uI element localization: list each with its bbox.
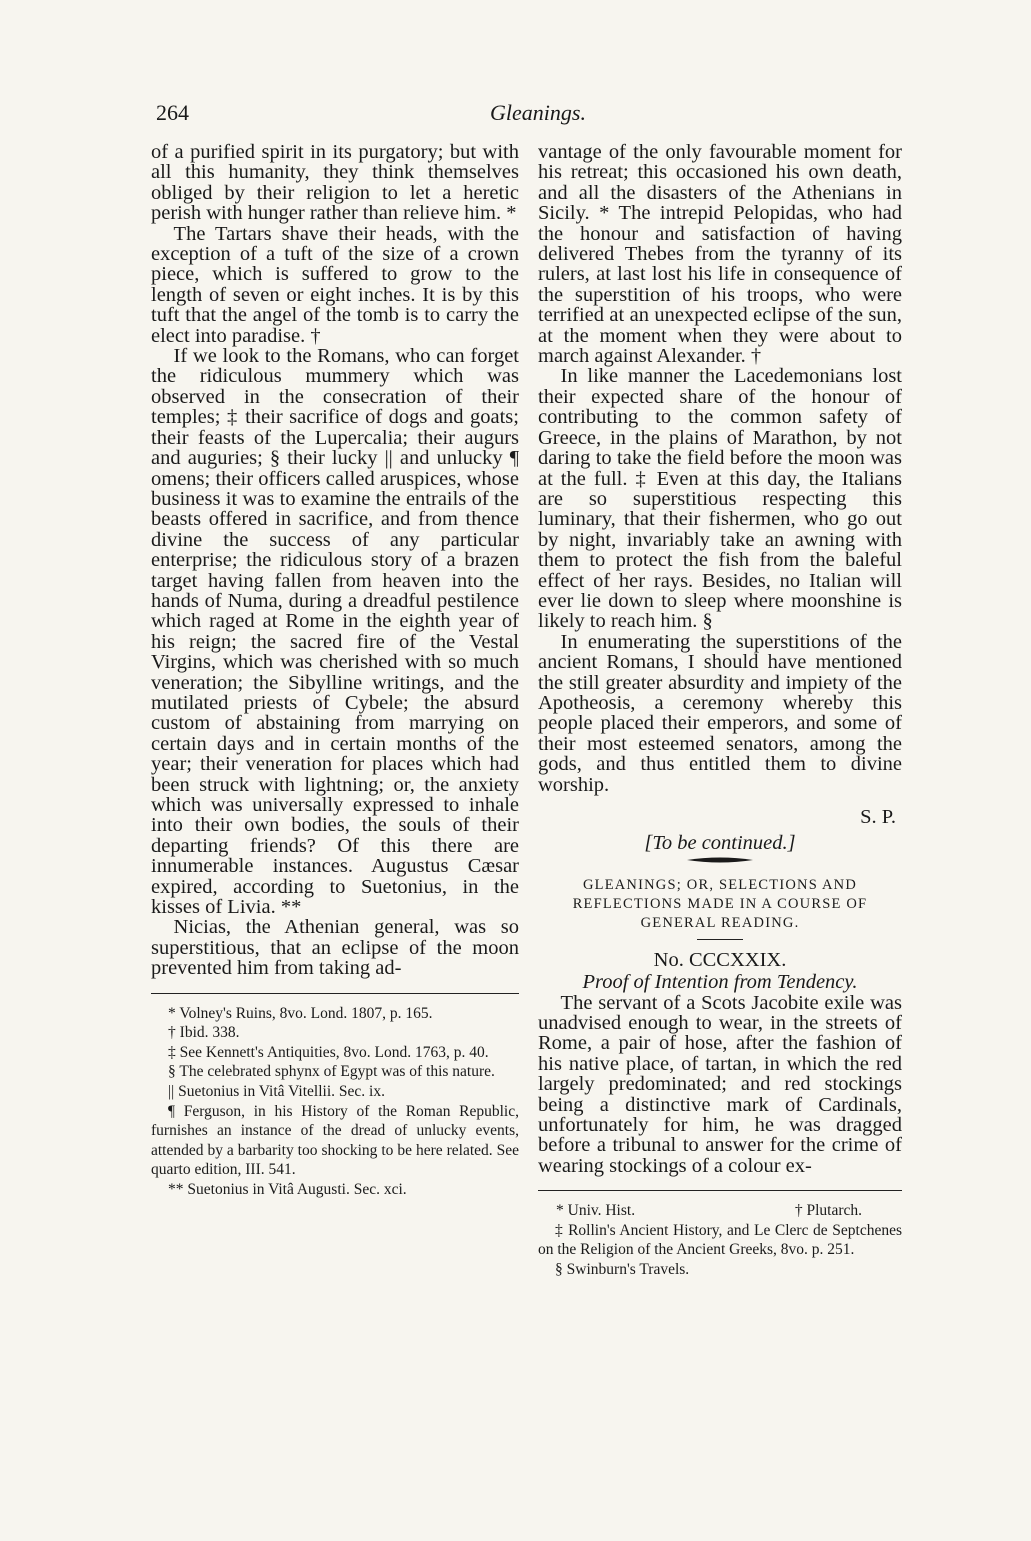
article-subtitle: Proof of Intention from Tendency. bbox=[582, 971, 858, 994]
signature: S. P. bbox=[860, 806, 896, 828]
footnote-rule bbox=[151, 993, 519, 994]
footnotes bbox=[151, 1004, 519, 1200]
ornamental-swash-icon bbox=[687, 856, 753, 864]
section-heading: GLEANINGS; OR, SELECTIONS AND REFLECTIONS MADE IN A COURSE OF GENERAL READING. bbox=[572, 876, 868, 931]
footnote: * Univ. Hist. bbox=[556, 1202, 636, 1220]
right-column bbox=[538, 142, 902, 1280]
footnote-rule bbox=[538, 1190, 902, 1191]
footnote: ** Suetonius in Vitâ Augusti. Sec. xci. bbox=[168, 1181, 407, 1198]
footnotes bbox=[538, 1201, 902, 1279]
paragraph: vantage of the only favourable moment for his retreat; this occasioned his own death, and all the disasters of the Athenians in Sicily. * The intrepid Pelopidas, who had the honour and satisfaction of having delivered Thebes from the tyranny of its rulers, at last lost his life in consequence of the superstition of his troops, who were terrified at an unexpected eclipse of the sun, at the moment when they were about to march against Alexander. † bbox=[538, 141, 902, 368]
footnote: ‡ Rollin's Ancient History, and Le Clerc de Septchenes on the Religion of the Ancient Greeks, 8vo. p. 251. bbox=[538, 1221, 902, 1259]
page-number: 264 bbox=[156, 100, 189, 125]
footnote: § The celebrated sphynx of Egypt was of this nature. bbox=[168, 1063, 495, 1081]
continued-note: [To be continued.] bbox=[644, 832, 796, 855]
footnote: || Suetonius in Vitâ Vitellii. Sec. ix. bbox=[168, 1083, 385, 1101]
paragraph: If we look to the Romans, who can forget the ridiculous mummery which was observed in the consecration of their temples; ‡ their sacrifice of dogs and goats; their feasts of the Lupercalia; their augurs and auguries; § their lucky || and unlucky ¶ omens; their officers called aruspices, whose business it was to examine the entrails of the beasts offered in sacrifice, and from thence divine the success of any particular enterprise; the ridiculous story of a brazen target having fallen from heaven into the hands of Numa, during a dreadful pestilence which raged at Rome in the eighth year of his reign; the sacred fire of the Vestal Virgins, which was cherished with so much veneration; the Sibylline writings, and the mutilated priests of Cybele; the absurd custom of abstaining from marrying on certain days and in certain months of the year; their veneration for places which had been struck with lightning; or, the anxiety which was universally expressed to inhale into their own bodies, the souls of their departing friends? Of this there are innumerable instances. Augustus Cæsar expired, according to Suetonius, in the kisses of Livia. ** bbox=[151, 345, 519, 919]
running-title: Gleanings. bbox=[490, 100, 586, 125]
paragraph: In like manner the Lacedemonians lost their expected share of the honour of contributing to the common safety of Greece, in the plains of Marathon, by not daring to take the field before the moon was at the full. ‡ Even at this day, the Italians are so superstitious respecting this luminary, that their fishermen, who go out by night, invariably take an awning with them to protect the fish from the baleful effect of her rays. Besides, no Italian will ever lie down to sleep where moonshine is likely to reach him. § bbox=[538, 365, 902, 633]
footnote: * Volney's Ruins, 8vo. Lond. 1807, p. 165. bbox=[168, 1004, 433, 1022]
paragraph: Nicias, the Athenian general, was so superstitious, that an eclipse of the moon prevented him from taking ad- bbox=[151, 916, 519, 980]
footnote: ¶ Ferguson, in his History of the Roman Republic, furnishes an instance of the dread of unlucky events, attended by a barbarity too shocking to be here related. See quarto edition, III. 541. bbox=[151, 1102, 519, 1179]
footnote: § Swinburn's Travels. bbox=[555, 1261, 690, 1279]
paragraph: The servant of a Scots Jacobite exile was unadvised enough to wear, in the streets of Rome, a pair of hose, after the fashion of his native place, of tartan, in which the red largely predominated; and red stockings being a distinctive mark of Cardinals, unfortunately for him, he was dragged before a tribunal to answer for the crime of wearing stockings of a colour ex- bbox=[538, 991, 902, 1177]
footnote: ‡ See Kennett's Antiquities, 8vo. Lond. 1763, p. 40. bbox=[168, 1043, 489, 1061]
footnote: † Plutarch. bbox=[794, 1202, 862, 1220]
paragraph: of a purified spirit in its purgatory; but with all this humanity, they think themselves obliged by their religion to let a heretic perish with hunger rather than relieve him. * bbox=[151, 141, 519, 225]
short-rule bbox=[697, 939, 743, 940]
footnote: † Ibid. 338. bbox=[168, 1024, 240, 1042]
article-number: No. CCCXXIX. bbox=[653, 948, 787, 971]
left-column bbox=[151, 142, 519, 1200]
paragraph: In enumerating the superstitions of the ancient Romans, I should have mentioned the still greater absurdity and impiety of the Apotheosis, a ceremony whereby this people placed their emperors, and some of their most esteemed senators, among the gods, and thus entitled them to divine worship. bbox=[538, 630, 902, 796]
paragraph: The Tartars shave their heads, with the exception of a tuft of the size of a crown piece, which is suffered to grow to the length of seven or eight inches. It is by this tuft that the angel of the tomb is to carry the elect into paradise. † bbox=[151, 222, 519, 347]
